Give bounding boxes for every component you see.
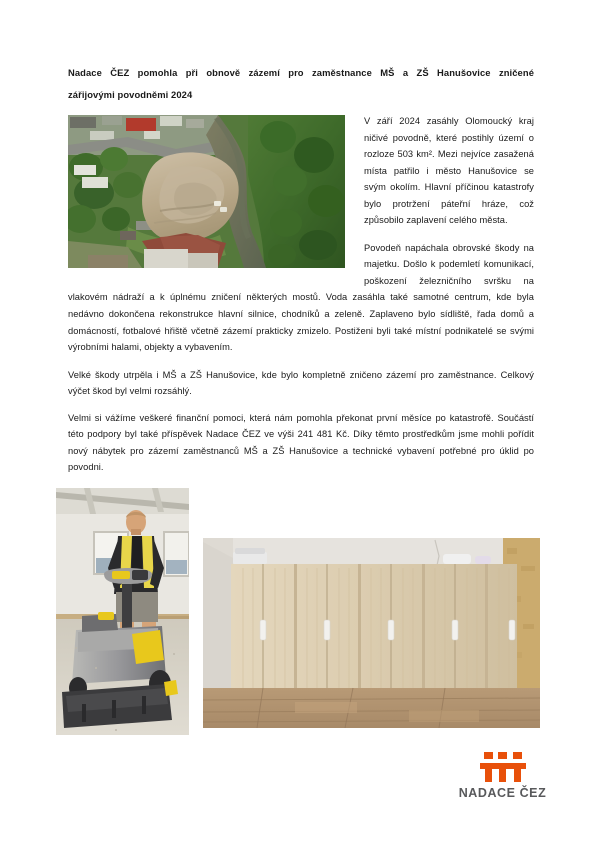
wardrobe-cabinets-photo <box>203 512 540 728</box>
logo-square-1-icon <box>484 752 493 759</box>
nadace-cez-logo-mark <box>480 752 526 782</box>
page-title <box>68 62 534 106</box>
logo-leg-2-icon <box>499 769 506 782</box>
logo-square-2-icon <box>498 752 507 759</box>
page-title-line-2: zářijovými povodněmi 2024 <box>68 89 193 101</box>
nadace-cez-logo <box>455 752 550 808</box>
logo-leg-3-icon <box>514 769 521 782</box>
paragraph-1: V září 2024 zasáhly Olomoucký kraj ničivé povodně, které postihly území o rozloze 503 km². Mezi nejvíce zasažená místa patřilo i město Hanušovice se svým okolím. Hlavní příčinou katastrofy bylo protržení páteřní hráze, což způsobilo zaplavení celého města. <box>364 116 534 226</box>
page-title-line-1: Nadace ČEZ pomohla při obnově zázemí pro zaměstnance MŠ a ZŠ Hanušovice zničené <box>68 67 534 78</box>
paragraph-3: Velké škody utrpěla i MŠ a ZŠ Hanušovice, kde bylo kompletně zničeno zázemí pro zaměstnance. Celkový výčet škod byl velmi rozsáhlý. <box>68 369 534 397</box>
paragraph-2: Povodeň napáchala obrovské škody na majetku. Došlo k podemletí komunikací, poškození železničního svršku na vlakovém nádraží a k úplnému zničení některých mostů. Voda zasáhla také samotné centrum, kde byla nedávno dokončena rekonstrukce hlavní silnice, chodníků a zeleně. Zaplaveno bylo sídliště, řada domů a domácností, fotbalové hřiště včetně zázemí prakticky zmizelo. Postiženi byli také místní podnikatelé se svými výrobními halami, objekty a vybavením. <box>68 242 534 353</box>
nadace-cez-logo-text: NADACE ČEZ <box>458 786 547 800</box>
paragraph-4: Velmi si vážíme veškeré finanční pomoci, která nám pomohla překonat první měsíce po katastrofě. Součástí této podpory byl také příspěvek Nadace ČEZ ve výši 241 481 Kč. Díky těmto prostředkům jsme mohli pořídit nový nábytek pro zázemí zaměstnanců MŠ a ZŠ Hanušovice a technické vybavení potřebné pro úklid po povodni. <box>68 412 534 473</box>
logo-square-3-icon <box>513 752 522 759</box>
logo-leg-1-icon <box>485 769 492 782</box>
aerial-flood-photo <box>68 115 345 268</box>
worker-floor-scrubber-photo <box>56 488 189 735</box>
